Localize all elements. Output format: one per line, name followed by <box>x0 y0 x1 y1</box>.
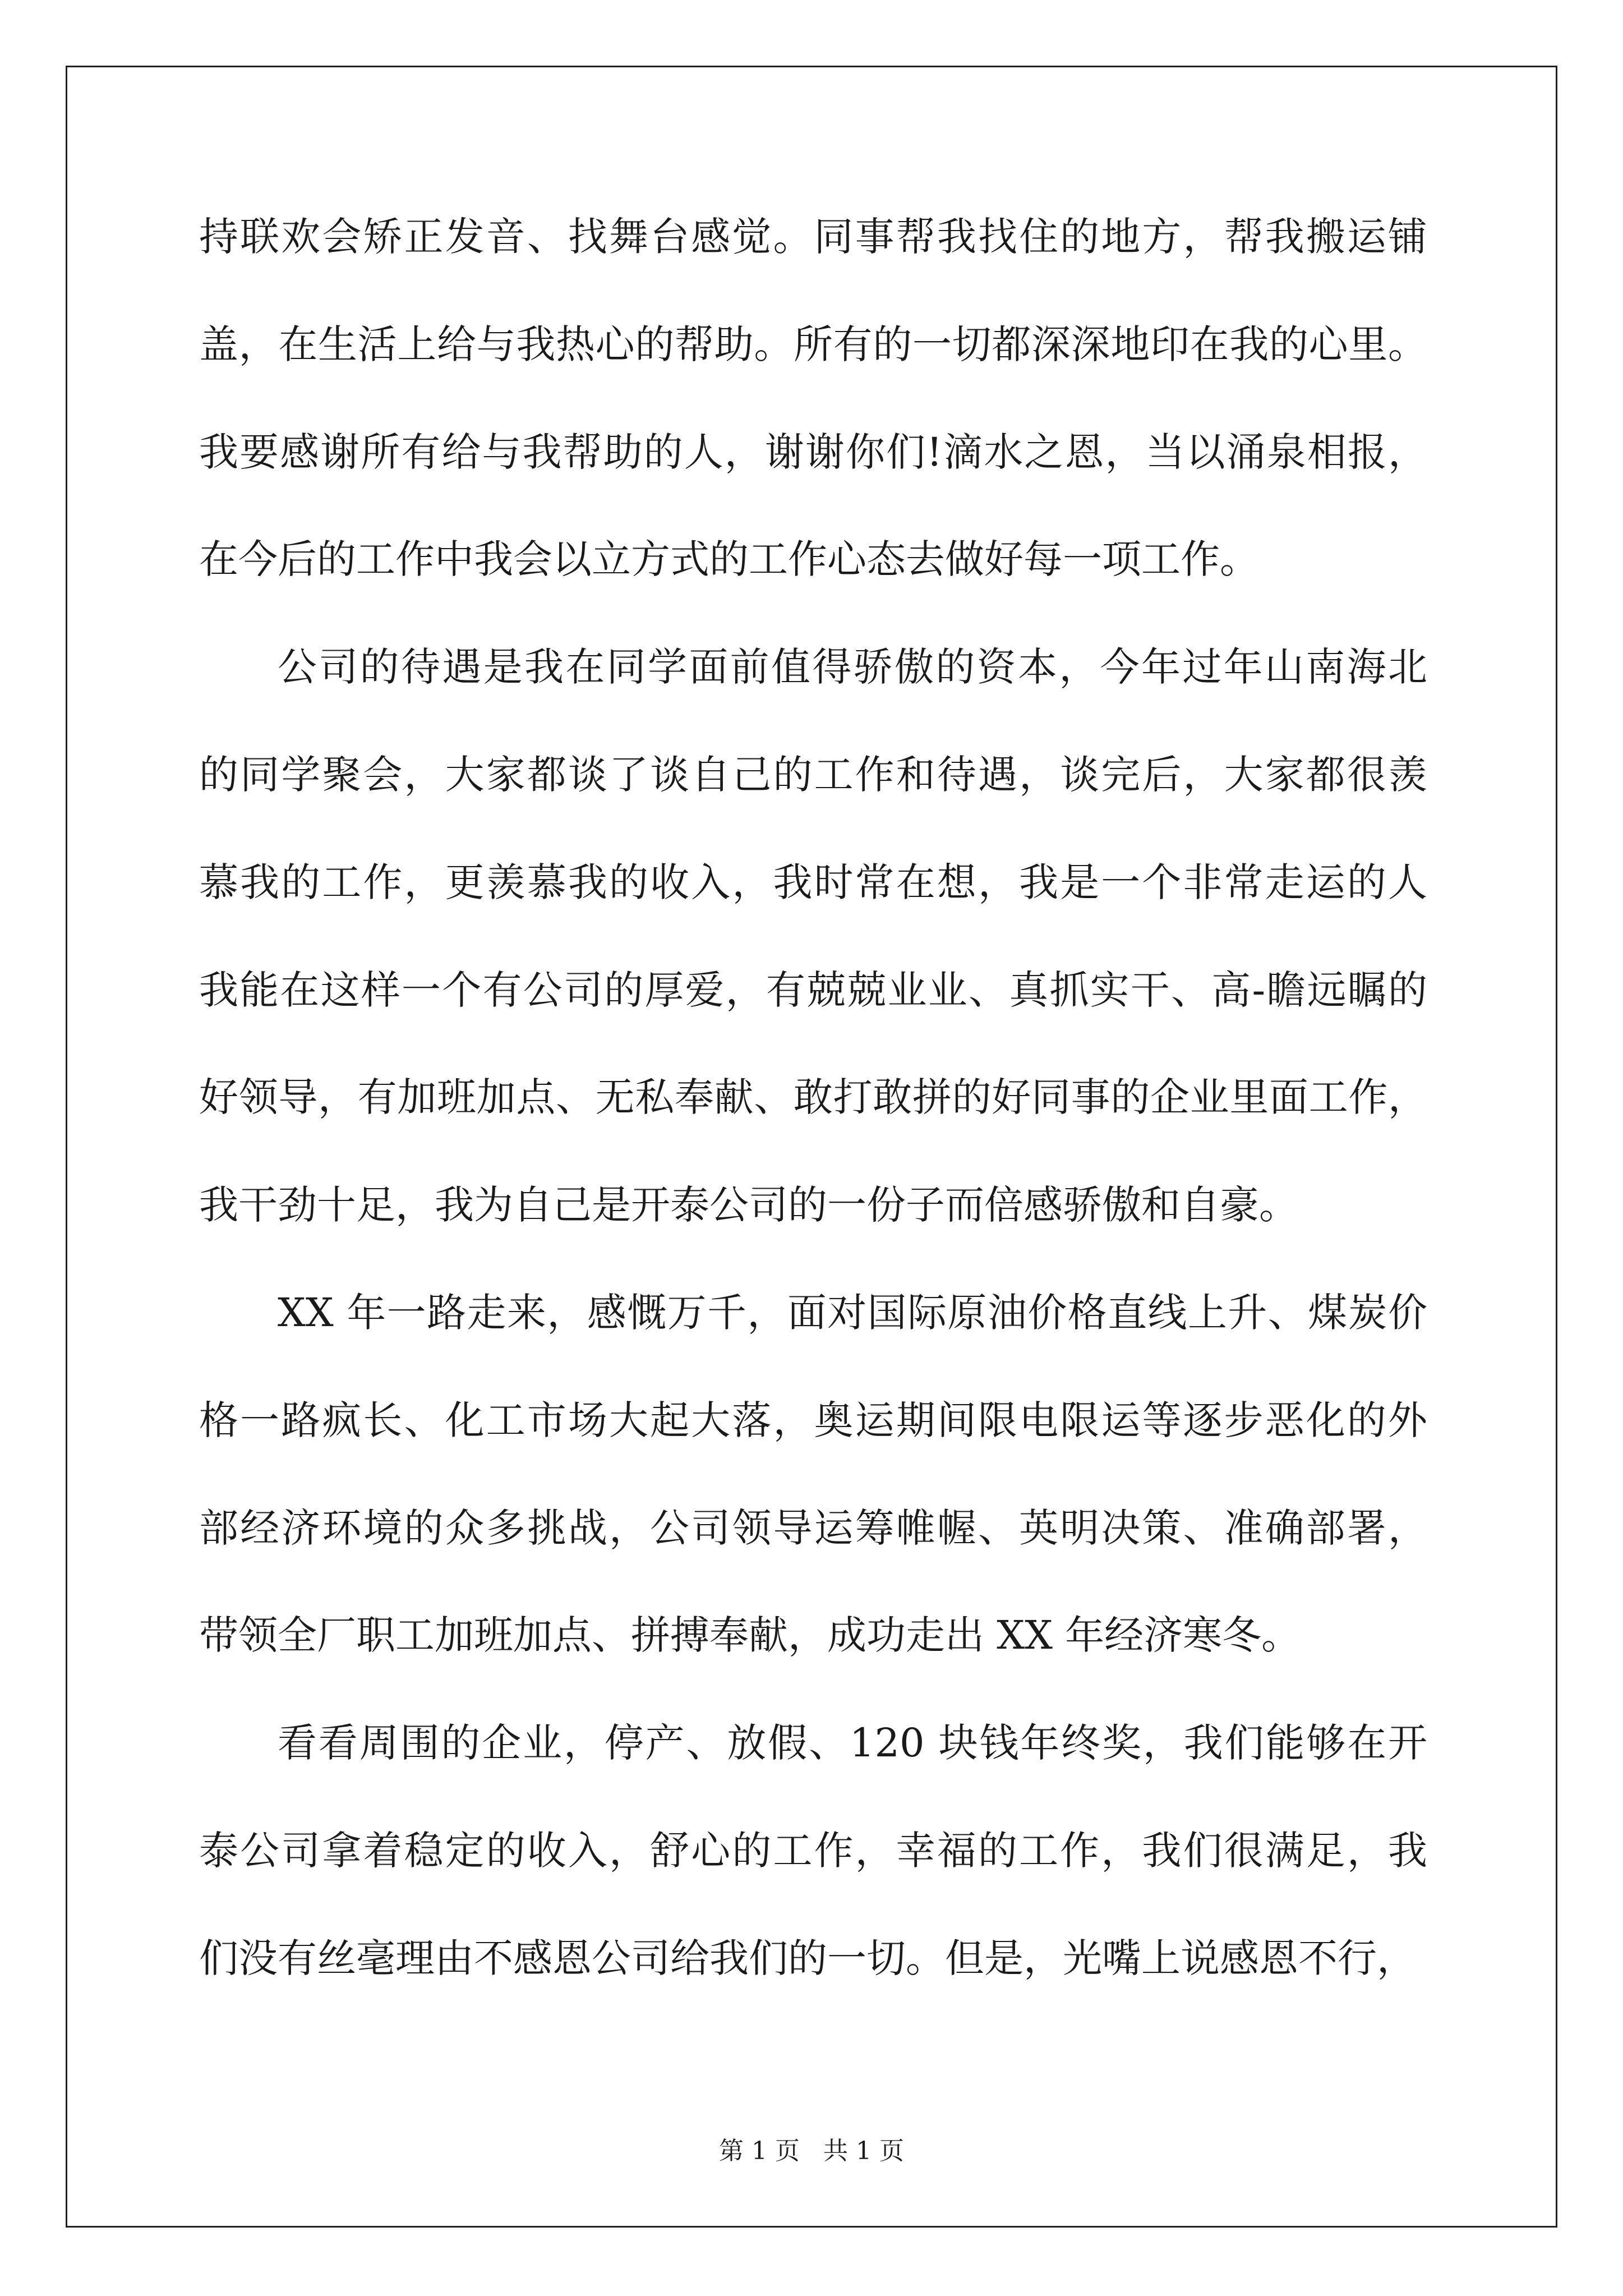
text-line: 公司的待遇是我在同学面前值得骄傲的资本，今年过年山南海北 <box>278 644 1427 691</box>
text-line: 我能在这样一个有公司的厚爱，有兢兢业业、真抓实干、高-瞻远瞩的 <box>199 967 1427 1013</box>
page-number: 第 1 页 <box>719 2137 800 2165</box>
text-line: 带领全厂职工加班加点、拼搏奉献，成功走出 XX 年经济寒冬。 <box>199 1612 1301 1659</box>
text-line: 盖，在生活上给与我热心的帮助。所有的一切都深深地印在我的心里。 <box>199 321 1427 367</box>
text-line: 好领导，有加班加点、无私奉献、敢打敢拼的好同事的企业里面工作， <box>199 1074 1427 1121</box>
text-line: 看看周围的企业，停产、放假、120 块钱年终奖，我们能够在开 <box>278 1720 1427 1766</box>
text-line: 我干劲十足，我为自己是开泰公司的一份子而倍感骄傲和自豪。 <box>199 1182 1298 1228</box>
text-line: 格一路疯长、化工市场大起大落，奥运期间限电限运等逐步恶化的外 <box>199 1397 1427 1443</box>
text-line: 在今后的工作中我会以立方式的工作心态去做好每一项工作。 <box>199 536 1259 583</box>
text-line: 持联欢会矫正发音、找舞台感觉。同事帮我找住的地方，帮我搬运铺 <box>199 214 1427 260</box>
text-line: 们没有丝毫理由不感恩公司给我们的一切。但是，光嘴上说感恩不行， <box>199 1935 1416 1981</box>
text-line: 泰公司拿着稳定的收入，舒心的工作，幸福的工作，我们很满足，我 <box>199 1827 1427 1874</box>
page-total: 共 1 页 <box>823 2137 904 2165</box>
text-line: 的同学聚会，大家都谈了谈自己的工作和待遇，谈完后，大家都很羡 <box>199 751 1427 798</box>
text-line: XX 年一路走来，感慨万千，面对国际原油价格直线上升、煤炭价 <box>278 1289 1427 1336</box>
document-body <box>199 214 1427 2046</box>
text-line: 我要感谢所有给与我帮助的人，谢谢你们!滴水之恩，当以涌泉相报， <box>199 429 1427 475</box>
page-footer <box>0 2131 1623 2166</box>
text-line: 部经济环境的众多挑战，公司领导运筹帷幄、英明决策、准确部署， <box>199 1504 1427 1551</box>
text-line: 慕我的工作，更羡慕我的收入，我时常在想，我是一个非常走运的人 <box>199 859 1427 905</box>
